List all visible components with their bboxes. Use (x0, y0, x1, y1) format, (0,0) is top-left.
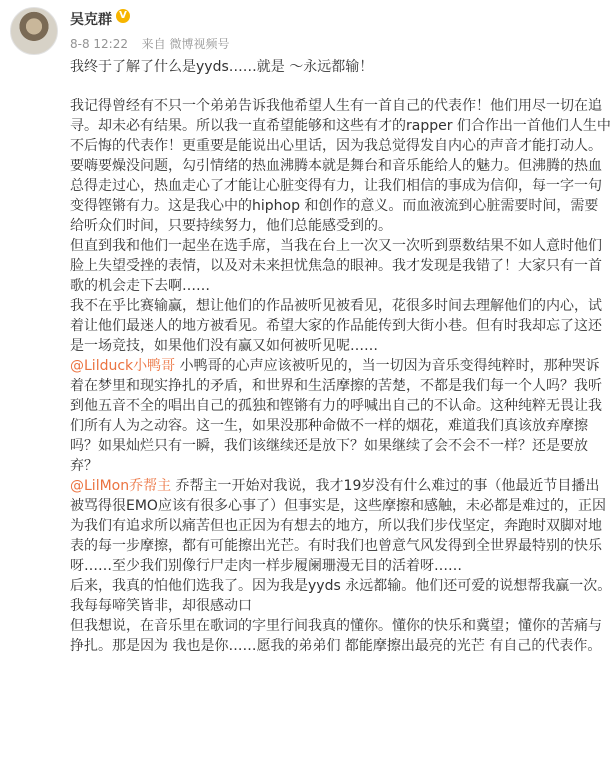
text-line: 要嗨要燥没问题，勾引情绪的热血沸腾本就是舞台和音乐能给人的魅力。但沸腾的热血 (70, 158, 602, 174)
text-line: 吗？如果灿烂只有一瞬，我们该继续还是放下？如果继续了会不会不一样？还是要放 (70, 438, 588, 454)
text-line: 到他五音不全的唱出自己的孤独和铿锵有力的呼喊出自己的不认命。这种纯粹无畏让我 (70, 398, 602, 414)
text-line: 被骂得很EMO应该有很多心事了）但事实是，这些摩擦和感触，未必都是难过的，正因 (70, 498, 606, 514)
paragraph-3 (70, 296, 610, 356)
author-name[interactable]: 吴克群 (70, 12, 112, 28)
vip-badge-icon: V (116, 9, 130, 23)
text-line (70, 356, 610, 376)
text-line: 们所有人为之动容。这一生，如果没那种命做不一样的烟花，难道我们真该放弃摩擦 (70, 418, 588, 434)
post-body (70, 57, 610, 656)
mention-link-lilmon[interactable]: @LilMon乔帮主 (70, 478, 172, 494)
paragraph-4 (70, 356, 610, 476)
text-line (70, 476, 610, 496)
text-line: 我记得曾经有不只一个弟弟告诉我他希望人生有一首自己的代表作！他们用尽一切在追 (70, 98, 602, 114)
post-header (0, 0, 611, 56)
text-line: 为我们有追求所以痛苦但也正因为有想去的地方，所以我们步伐坚定，奔跑时双脚对地 (70, 518, 602, 534)
text-span: 小鸭哥的心声应该被听见的，当一切因为音乐变得纯粹时，那种哭诉 (175, 358, 600, 374)
text-line: 着让他们最迷人的地方被看见。希望大家的作品能传到大街小巷。但有时我却忘了这还 (70, 318, 602, 334)
post-source: 来自 微博视频号 (141, 37, 230, 51)
paragraph-6: 后来，我真的怕他们选我了。因为我是yyds 永远都输。他们还可爱的说想帮我赢一次。 (70, 578, 611, 594)
text-line: 寻。却未必有结果。所以我一直希望能够和这些有才的rapper 们合作出一首他们人生中 (70, 118, 611, 134)
text-line: 歌的机会走下去啊…… (70, 278, 210, 294)
text-line: 表的每一步摩擦，都有可能擦出光芒。有时我们也曾意气风发得到全世界最特别的快乐 (70, 538, 602, 554)
text-line: 总得走过心，热血走心了才能让心脏变得有力，让我们相信的事成为信仰，每一字一句 (70, 178, 602, 194)
text-line: 挣扎。那是因为 我也是你……愿我的弟弟们 都能摩擦出最亮的光芒 有自己的代表作。 (70, 638, 602, 654)
text-line: 给听众们时间，只要持续努力，他们总能感受到的。 (70, 218, 392, 234)
text-span: 乔帮主一开始对我说，我才19岁没有什么难过的事（他最近节目播出 (171, 478, 600, 494)
post-meta (70, 35, 229, 52)
post-time[interactable]: 8-8 12:22 (70, 37, 128, 51)
text-line: 呀……至少我们别像行尸走肉一样步履阑珊漫无目的活着呀…… (70, 558, 462, 574)
text-line: 着在梦里和现实挣扎的矛盾，和世界和生活摩擦的苦楚，不都是我们每一个人吗？我听 (70, 378, 602, 394)
intro-line: 我终于了解了什么是yyds……就是 ～永远都输！ (70, 59, 374, 75)
text-line: 脸上失望受挫的表情，以及对未来担忧焦急的眼神。我才发现是我错了！大家只有一首 (70, 258, 602, 274)
text-line: 但直到我和他们一起坐在选手席，当我在台上一次又一次听到票数结果不如人意时他们 (70, 238, 602, 254)
text-line: 我不在乎比赛输赢，想让他们的作品被听见被看见，花很多时间去理解他们的内心，试 (70, 298, 602, 314)
text-line: 但我想说，在音乐里在歌词的字里行间我真的懂你。懂你的快乐和冀望；懂你的苦痛与 (70, 618, 602, 634)
mention-link-lilduck[interactable]: @Lilduck小鸭哥 (70, 358, 176, 374)
text-line: 是一场竞技，如果他们没有赢又如何被听见呢…… (70, 338, 378, 354)
text-line: 不后悔的代表作！更重要是能说出心里话，因为我总觉得发自内心的声音才能打动人。 (70, 138, 602, 154)
paragraph-8 (70, 616, 610, 656)
author-avatar[interactable] (10, 7, 58, 55)
text-line: 变得铿锵有力。这是我心中的hiphop 和创作的意义。而血液流到心脏需要时间，需要 (70, 198, 599, 214)
paragraph-5 (70, 476, 610, 576)
paragraph-1 (70, 96, 610, 236)
paragraph-2 (70, 236, 610, 296)
paragraph-7: 我每每啼笑皆非，却很感动口 (70, 598, 252, 614)
text-line: 弃？ (70, 458, 98, 474)
